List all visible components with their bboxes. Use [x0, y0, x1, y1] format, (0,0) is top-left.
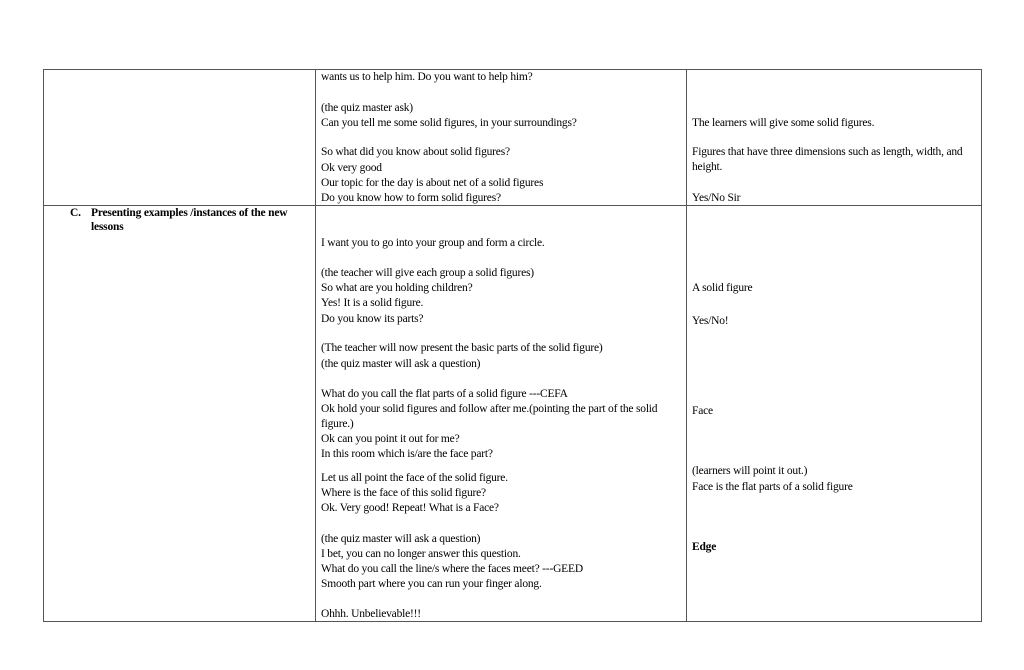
text-line: Do you know how to form solid figures? — [321, 192, 501, 204]
text-line: Yes/No! — [692, 315, 729, 327]
text-line: Can you tell me some solid figures, in your surroundings? — [321, 117, 577, 129]
text-line: (the teacher will give each group a solid figures) — [321, 267, 534, 279]
text-line: Do you know its parts? — [321, 313, 424, 325]
teacher-activity-cell — [316, 70, 687, 206]
procedure-cell — [44, 206, 316, 622]
text-line: Ok hold your solid figures and follow after me.(pointing the part of the solid figure.) — [321, 403, 658, 430]
procedure-cell — [44, 70, 316, 206]
text-line: Ohhh. Unbelievable!!! — [321, 608, 421, 620]
text-line: Face — [692, 405, 713, 417]
text-line: Smooth part where you can run your finger along. — [321, 578, 542, 590]
table-row — [44, 206, 982, 622]
text-line: So what are you holding children? — [321, 282, 473, 294]
text-line: Our topic for the day is about net of a solid figures — [321, 177, 544, 189]
text-line: Ok can you point it out for me? — [321, 433, 460, 445]
text-line: (the quiz master will ask a question) — [321, 358, 481, 370]
text-line: Ok very good — [321, 162, 382, 174]
text-line: Ok. Very good! Repeat! What is a Face? — [321, 502, 499, 514]
text-line: (learners will point it out.) — [692, 465, 808, 477]
section-letter: C. — [70, 207, 81, 219]
text-line: The learners will give some solid figures. — [692, 117, 875, 129]
learner-activity-cell — [687, 70, 982, 206]
text-line: I want you to go into your group and form a circle. — [321, 237, 545, 249]
text-line: (the quiz master will ask a question) — [321, 533, 481, 545]
text-line: Figures that have three dimensions such as length, width, and height. — [692, 146, 963, 173]
text-line: wants us to help him. Do you want to help him? — [321, 71, 533, 83]
section-title: Presenting examples /instances of the new lessons — [91, 207, 288, 233]
text-line: In this room which is/are the face part? — [321, 448, 493, 460]
text-line: Edge — [692, 541, 717, 553]
text-line: (The teacher will now present the basic parts of the solid figure) — [321, 342, 603, 354]
text-line: So what did you know about solid figures? — [321, 146, 510, 158]
text-line: A solid figure — [692, 282, 753, 294]
table-row — [44, 70, 982, 206]
text-line: What do you call the flat parts of a solid figure ---CEFA — [321, 388, 568, 400]
text-line: What do you call the line/s where the faces meet? ---GEED — [321, 563, 583, 575]
teacher-activity-cell — [316, 206, 687, 622]
text-line: I bet, you can no longer answer this question. — [321, 548, 521, 560]
lesson-plan-table — [43, 69, 982, 622]
text-line: Let us all point the face of the solid figure. — [321, 472, 508, 484]
text-line: Where is the face of this solid figure? — [321, 487, 486, 499]
text-line: Face is the flat parts of a solid figure — [692, 481, 853, 493]
text-line: (the quiz master ask) — [321, 102, 413, 114]
learner-activity-cell — [687, 206, 982, 622]
text-line: Yes/No Sir — [692, 192, 741, 204]
text-line: Yes! It is a solid figure. — [321, 297, 424, 309]
